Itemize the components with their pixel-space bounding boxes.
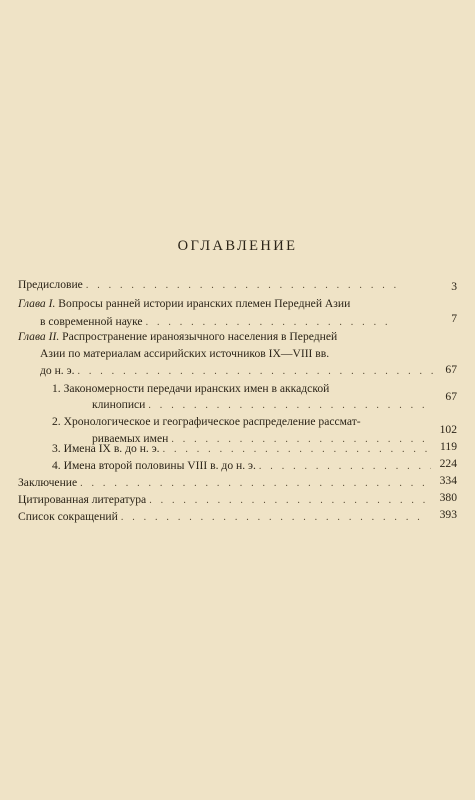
toc-page-number: 102 (439, 423, 457, 436)
leader-dots (146, 315, 397, 330)
leader-dots (77, 364, 437, 379)
toc-entry-label: Список сокращений (18, 510, 118, 523)
leader-dots (121, 510, 425, 525)
toc-page-number: 119 (440, 440, 457, 453)
leader-dots (149, 493, 425, 508)
chapter-title-line: в современной науке (40, 315, 143, 328)
chapter-title-line: Распространение ираноязычного населения в Передней (62, 330, 338, 343)
toc-entry-label: Предисловие (18, 278, 83, 291)
toc-entry-label: Заключение (18, 476, 78, 489)
chapter-title-line: до н. э. (40, 364, 75, 377)
toc-entry-chapter-2-cont (40, 363, 440, 379)
toc-page-number: 7 (451, 312, 457, 325)
toc-entry-chapter-1-cont (40, 314, 400, 330)
page-title: ОГЛАВЛЕНИЕ (177, 238, 298, 254)
toc-page-number: 393 (439, 508, 457, 521)
toc-subentry-3 (52, 441, 434, 457)
leader-dots (148, 398, 431, 413)
chapter-label: Глава I. (18, 297, 56, 310)
toc-page-number: 224 (439, 457, 457, 470)
leader-dots (80, 476, 425, 491)
subentry-title-line: риваемых имен (92, 432, 169, 445)
subentry-title-line: 3. Имена IX в. до н. э. (52, 442, 160, 455)
subentry-title-line: клинописи (92, 398, 146, 411)
toc-entry-literature (18, 492, 428, 508)
subentry-title-line: 4. Имена второй половины VIII в. до н. э. (52, 459, 256, 472)
leader-dots (259, 459, 431, 474)
toc-subentry-2: 2. Хронологическое и географическое распределение рассмат- (52, 415, 361, 428)
toc-page-number: 67 (445, 363, 457, 376)
leader-dots (86, 278, 397, 293)
toc-page-number: 3 (451, 280, 457, 293)
chapter-label: Глава II. (18, 330, 60, 343)
toc-entry-chapter-1 (18, 296, 458, 311)
toc-entry-chapter-2 (18, 329, 458, 344)
toc-subentry-1-cont (92, 397, 434, 413)
chapter-title-line: Азии по материалам ассирийских источников IX—VIII вв. (40, 347, 330, 360)
toc-subentry-4 (52, 458, 434, 474)
leader-dots (163, 442, 431, 457)
toc-page-number: 334 (439, 474, 457, 487)
toc-entry-abbreviations (18, 509, 428, 525)
toc-page-number: 380 (439, 491, 457, 504)
toc-subentry-1: 1. Закономерности передачи иранских имен в аккадской (52, 382, 330, 395)
chapter-title-line: Вопросы ранней истории иранских племен Передней Азии (58, 297, 351, 310)
toc-entry-conclusion (18, 475, 428, 491)
toc-page-number: 67 (445, 390, 457, 403)
toc-entry-preface (18, 277, 400, 293)
toc-entry-label: Цитированная литература (18, 493, 147, 506)
